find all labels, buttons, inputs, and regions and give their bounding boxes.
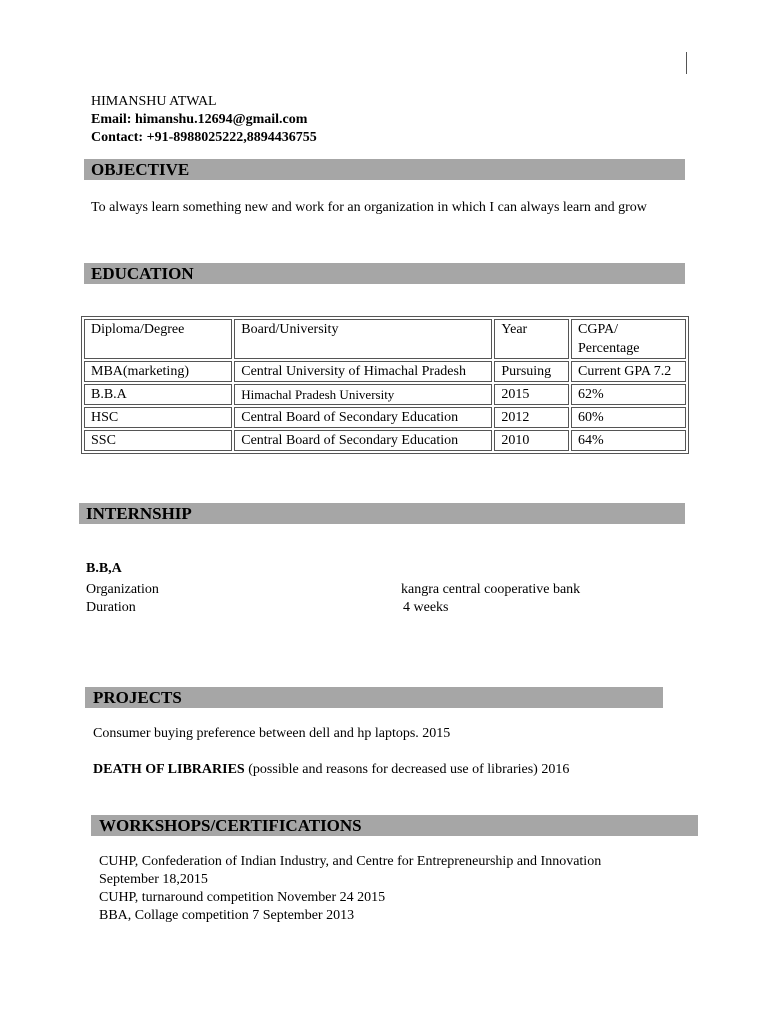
year-cell: 2012 xyxy=(494,407,569,428)
column-header-year: Year xyxy=(494,319,569,359)
projects-heading: PROJECTS xyxy=(85,687,663,708)
project-description: (possible and reasons for decreased use of libraries) 2016 xyxy=(244,762,570,777)
email-line: Email: himanshu.12694@gmail.com xyxy=(91,112,308,127)
table-row xyxy=(84,430,686,451)
duration-label: Duration xyxy=(86,600,136,615)
project-item xyxy=(93,761,569,779)
table-row xyxy=(84,384,686,405)
score-cell: Current GPA 7.2 xyxy=(571,361,686,382)
objective-heading: OBJECTIVE xyxy=(84,159,685,180)
score-cell: 62% xyxy=(571,384,686,405)
organization-label: Organization xyxy=(86,582,159,597)
table-row xyxy=(84,407,686,428)
contact-line: Contact: +91-8988025222,8894436755 xyxy=(91,130,317,145)
workshop-line: CUHP, turnaround competition November 24 2015 xyxy=(99,890,386,905)
score-cell: 64% xyxy=(571,430,686,451)
duration-value: 4 weeks xyxy=(403,600,449,615)
project-title: DEATH OF LIBRARIES xyxy=(93,762,245,777)
project-item: Consumer buying preference between dell and hp laptops. 2015 xyxy=(93,726,451,741)
column-header-degree: Diploma/Degree xyxy=(84,319,232,359)
column-header-score: CGPA/ Percentage xyxy=(571,319,686,359)
candidate-name: HIMANSHU ATWAL xyxy=(91,94,217,109)
year-cell: 2015 xyxy=(494,384,569,405)
workshop-line: BBA, Collage competition 7 September 2013 xyxy=(99,908,355,923)
workshops-heading: WORKSHOPS/CERTIFICATIONS xyxy=(91,815,698,836)
table-header-row xyxy=(84,319,686,359)
internship-heading: INTERNSHIP xyxy=(79,503,685,524)
board-cell: Himachal Pradesh University xyxy=(234,384,492,405)
workshop-line: CUHP, Confederation of Indian Industry, and Centre for Entrepreneurship and Innovation xyxy=(99,854,602,869)
table-row xyxy=(84,361,686,382)
board-cell: Central University of Himachal Pradesh xyxy=(234,361,492,382)
degree-cell: B.B.A xyxy=(84,384,232,405)
board-cell: Central Board of Secondary Education xyxy=(234,407,492,428)
objective-text: To always learn something new and work for an organization in which I can always learn and grow xyxy=(91,200,647,215)
degree-cell: SSC xyxy=(84,430,232,451)
workshop-line: September 18,2015 xyxy=(99,872,208,887)
column-header-board: Board/University xyxy=(234,319,492,359)
internship-subtitle: B.B,A xyxy=(86,561,122,576)
organization-value: kangra central cooperative bank xyxy=(401,582,581,597)
page-edge-marker xyxy=(686,52,687,74)
board-cell: Central Board of Secondary Education xyxy=(234,430,492,451)
degree-cell: MBA(marketing) xyxy=(84,361,232,382)
degree-cell: HSC xyxy=(84,407,232,428)
year-cell: Pursuing xyxy=(494,361,569,382)
education-heading: EDUCATION xyxy=(84,263,685,284)
education-table xyxy=(81,316,689,454)
score-cell: 60% xyxy=(571,407,686,428)
year-cell: 2010 xyxy=(494,430,569,451)
